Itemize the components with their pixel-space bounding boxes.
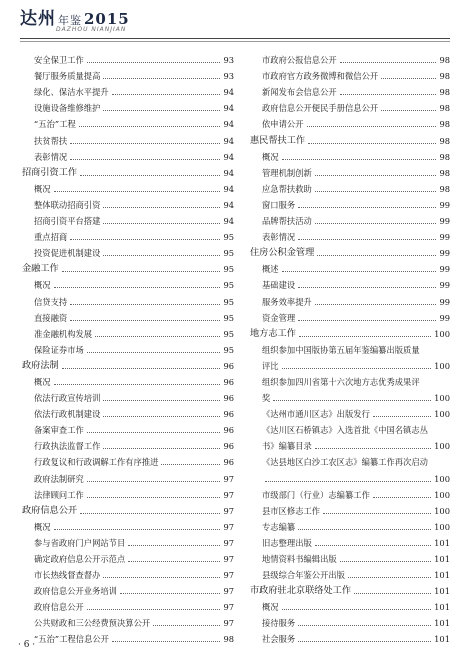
- toc-entry-page: 94: [223, 135, 234, 146]
- toc-entry[interactable]: [22, 323, 234, 339]
- toc-leader-dots: [153, 625, 220, 626]
- toc-entry[interactable]: [250, 371, 450, 387]
- toc-entry-title: 《达州市通川区志》出版发行: [262, 409, 370, 420]
- toc-entry[interactable]: [250, 49, 450, 65]
- toc-entry[interactable]: [22, 387, 234, 403]
- toc-entry[interactable]: [22, 339, 234, 355]
- toc-entry-page: 93: [223, 55, 234, 66]
- toc-entry-title: 公共财政和三公经费预决算公开: [34, 618, 151, 629]
- toc-entry-title: 政府法制: [22, 359, 59, 371]
- toc-entry-page: 98: [439, 103, 450, 114]
- toc-leader-dots: [381, 78, 436, 79]
- toc-entry[interactable]: [250, 451, 450, 467]
- toc-leader-dots: [80, 175, 220, 176]
- toc-entry[interactable]: [250, 355, 450, 371]
- toc-entry-title: 《达川区石桥镇志》入选首批《中国名镇志丛: [262, 425, 428, 436]
- toc-entry-page: 95: [223, 232, 234, 243]
- toc-entry-page: 99: [439, 232, 450, 243]
- toc-entry-title: 书》编纂目录: [262, 441, 312, 452]
- toc-entry-title: 专志编纂: [262, 521, 296, 532]
- toc-entry[interactable]: [250, 548, 450, 564]
- toc-entry-title: 县级综合年鉴公开出版: [262, 570, 345, 581]
- toc-entry-page: 96: [223, 360, 234, 371]
- toc-entry[interactable]: [250, 596, 450, 612]
- toc-entry-page: 95: [223, 248, 234, 259]
- toc-entry-title: 直接融资: [34, 312, 68, 323]
- toc-entry-page: 99: [439, 280, 450, 291]
- toc-leader-dots: [87, 497, 221, 498]
- toc-entry-title: 扶贫帮扶: [34, 135, 68, 146]
- toc-leader-dots: [273, 400, 431, 401]
- toc-entry-title: 基础建设: [262, 280, 296, 291]
- toc-leader-dots: [307, 126, 437, 127]
- toc-entry-title: 安全保卫工作: [34, 55, 84, 66]
- toc-entry[interactable]: [250, 532, 450, 548]
- toc-entry-title: “五治”工程: [34, 119, 76, 130]
- toc-entry-title: 地方志工作: [250, 327, 296, 339]
- toc-entry-title: 设施设备维修维护: [34, 103, 101, 114]
- toc-entry-title: 行政复议和行政调解工作有序推进: [34, 457, 159, 468]
- toc-entry-page: 97: [223, 602, 234, 613]
- header-rule-secondary: [20, 41, 450, 42]
- toc-entry-page: 100: [434, 441, 450, 452]
- toc-entry-page: 94: [223, 103, 234, 114]
- toc-leader-dots: [103, 110, 220, 111]
- toc-leader-dots: [87, 481, 221, 482]
- toc-leader-dots: [103, 78, 220, 79]
- toc-leader-dots: [298, 320, 436, 321]
- toc-section-entry[interactable]: [22, 355, 234, 371]
- toc-entry-title: 旧志整理出版: [262, 537, 312, 548]
- toc-leader-dots: [70, 159, 220, 160]
- page-number: · 6 ·: [18, 640, 36, 650]
- toc-entry-page: 93: [223, 71, 234, 82]
- toc-leader-dots: [298, 641, 431, 642]
- toc-leader-dots: [103, 448, 220, 449]
- toc-entry[interactable]: [22, 612, 234, 628]
- toc-entry[interactable]: [250, 612, 450, 628]
- toc-entry[interactable]: [250, 194, 450, 210]
- toc-entry-page: 99: [439, 264, 450, 275]
- toc-entry[interactable]: [250, 146, 450, 162]
- toc-entry-page: 98: [439, 71, 450, 82]
- toc-entry-title: 概况: [34, 280, 51, 291]
- toc-entry-page: 98: [439, 119, 450, 130]
- toc-entry-page: 99: [439, 312, 450, 323]
- toc-entry-page: 94: [223, 167, 234, 178]
- toc-leader-dots: [87, 609, 221, 610]
- yearbook-year: 2015: [84, 10, 130, 28]
- toc-entry-page: 101: [434, 570, 450, 581]
- toc-entry[interactable]: [22, 242, 234, 258]
- toc-entry-title: 服务效率提升: [262, 296, 312, 307]
- toc-leader-dots: [103, 207, 220, 208]
- toc-entry-page: 101: [434, 554, 450, 564]
- toc-leader-dots: [315, 223, 437, 224]
- toc-leader-dots: [54, 191, 221, 192]
- toc-leader-dots: [298, 529, 431, 530]
- toc-section-entry[interactable]: [250, 323, 450, 339]
- toc-entry[interactable]: [22, 307, 234, 323]
- toc-entry[interactable]: [22, 371, 234, 387]
- toc-entry-title: 餐厅服务质量提高: [34, 71, 101, 82]
- toc-leader-dots: [80, 513, 220, 514]
- toc-entry[interactable]: [250, 210, 450, 226]
- toc-leader-dots: [103, 400, 220, 401]
- toc-leader-dots: [54, 287, 221, 288]
- toc-entry-title: 依法行政宣传培训: [34, 393, 101, 404]
- toc-leader-dots: [62, 271, 221, 272]
- toc-entry-title: 市政府驻北京联络处工作: [250, 585, 352, 597]
- toc-entry-page: 97: [223, 521, 234, 532]
- toc-leader-dots: [70, 239, 220, 240]
- toc-leader-dots: [298, 287, 436, 288]
- toc-entry-page: 95: [223, 280, 234, 291]
- toc-entry-title: 概况: [34, 183, 51, 194]
- toc-entry-page: 99: [439, 248, 450, 259]
- toc-entry[interactable]: [22, 484, 234, 500]
- toc-leader-dots: [315, 175, 437, 176]
- toc-leader-dots: [128, 545, 220, 546]
- toc-entry[interactable]: [22, 290, 234, 306]
- toc-entry[interactable]: [22, 226, 234, 242]
- yearbook-subtitle: DAZHOU NIANJIAN: [56, 26, 127, 33]
- toc-leader-dots: [348, 577, 431, 578]
- toc-entry[interactable]: [250, 162, 450, 178]
- toc-entry-title: 表彰情况: [34, 151, 68, 162]
- toc-entry[interactable]: [250, 65, 450, 81]
- toc-entry[interactable]: [250, 226, 450, 242]
- toc-entry-title: 县市区修志工作: [262, 505, 321, 516]
- toc-entry-title: 应急帮扶救助: [262, 183, 312, 194]
- toc-entry-title: 管理机制创新: [262, 167, 312, 178]
- toc-entry[interactable]: [250, 403, 450, 419]
- toc-entry-title: 奖: [262, 393, 271, 404]
- toc-section-entry[interactable]: [22, 162, 234, 178]
- toc-entry[interactable]: [250, 564, 450, 580]
- toc-entry-page: 101: [434, 602, 450, 613]
- toc-entry[interactable]: [22, 532, 234, 548]
- toc-entry-page: 95: [223, 328, 234, 339]
- toc-section-entry[interactable]: [250, 580, 450, 596]
- toc-entry[interactable]: [250, 339, 450, 355]
- toc-entry-title: 保险证券市场: [34, 344, 84, 355]
- toc-entry-page: 100: [434, 473, 450, 484]
- toc-entry-page: 99: [439, 199, 450, 210]
- toc-leader-dots: [298, 625, 431, 626]
- toc-entry-title: 政府信息公开: [22, 504, 78, 516]
- toc-leader-dots: [112, 641, 220, 642]
- toc-entry-page: 97: [223, 537, 234, 548]
- toc-leader-dots: [315, 545, 431, 546]
- toc-entry-title: 政府法制研究: [34, 473, 84, 484]
- toc-section-entry[interactable]: [22, 500, 234, 516]
- toc-entry-title: 绿化、保洁水平提升: [34, 87, 109, 98]
- toc-leader-dots: [87, 352, 221, 353]
- toc-entry[interactable]: [22, 403, 234, 419]
- toc-entry-page: 97: [223, 473, 234, 484]
- toc-entry[interactable]: [250, 258, 450, 274]
- toc-entry-title: 概述: [262, 264, 279, 275]
- toc-entry[interactable]: [250, 97, 450, 113]
- toc-leader-dots: [354, 593, 431, 594]
- toc-entry-title: 表彰情况: [262, 232, 296, 243]
- toc-entry-page: 97: [223, 554, 234, 564]
- toc-entry-title: 市政府官方政务微博和微信公开: [262, 71, 379, 82]
- toc-entry-title: 政府信息公开: [34, 602, 84, 613]
- toc-entry-page: 98: [223, 634, 234, 645]
- toc-entry[interactable]: [250, 484, 450, 500]
- yearbook-title-small: 年鉴: [58, 14, 82, 27]
- toc-entry[interactable]: [250, 178, 450, 194]
- toc-entry-title: 备案审查工作: [34, 425, 84, 436]
- toc-entry-title: 接待服务: [262, 618, 296, 629]
- yearbook-title-main: 达州: [20, 9, 56, 29]
- toc-entry-page: 101: [434, 618, 450, 629]
- toc-leader-dots: [282, 271, 437, 272]
- toc-entry-page: 101: [434, 537, 450, 548]
- toc-leader-dots: [317, 255, 436, 256]
- toc-leader-dots: [282, 368, 432, 369]
- toc-entry[interactable]: [22, 564, 234, 580]
- toc-entry[interactable]: [22, 81, 234, 97]
- toc-entry[interactable]: [250, 274, 450, 290]
- toc-right-column: [250, 49, 450, 644]
- toc-entry-page: 94: [223, 199, 234, 210]
- toc-entry-title: 概况: [34, 376, 51, 387]
- toc-entry[interactable]: [22, 274, 234, 290]
- toc-leader-dots: [120, 593, 220, 594]
- toc-entry[interactable]: [22, 435, 234, 451]
- toc-entry-page: 98: [439, 55, 450, 66]
- toc-entry-title: 组织参加中国版协第五届年鉴编纂出版质量: [262, 344, 420, 355]
- toc-entry-page: 96: [223, 441, 234, 452]
- toc-entry-page: 97: [223, 618, 234, 629]
- toc-entry-page: 97: [223, 570, 234, 581]
- toc-entry-page: 100: [434, 409, 450, 420]
- toc-entry[interactable]: [250, 516, 450, 532]
- toc-leader-dots: [70, 143, 220, 144]
- toc-leader-dots: [265, 481, 431, 482]
- toc-leader-dots: [103, 577, 220, 578]
- toc-entry-page: 100: [434, 521, 450, 532]
- toc-leader-dots: [315, 191, 437, 192]
- toc-leader-dots: [308, 143, 436, 144]
- toc-entry-page: 98: [439, 87, 450, 98]
- toc-entry-page: 94: [223, 151, 234, 162]
- toc-entry-title: 信贷支持: [34, 296, 68, 307]
- toc-entry-page: 96: [223, 376, 234, 387]
- toc-entry-page: 101: [434, 634, 450, 645]
- toc-entry[interactable]: [22, 210, 234, 226]
- toc-entry[interactable]: [22, 194, 234, 210]
- toc-entry-page: 96: [223, 457, 234, 468]
- toc-leader-dots: [54, 384, 221, 385]
- toc-entry[interactable]: [250, 307, 450, 323]
- toc-entry-title: 法律顾问工作: [34, 489, 84, 500]
- toc-entry[interactable]: [22, 419, 234, 435]
- toc-leader-dots: [298, 207, 436, 208]
- toc-entry-title: “五治”工程信息公开: [34, 634, 109, 645]
- toc-section-entry[interactable]: [250, 129, 450, 145]
- toc-entry-title: 招商引资工作: [22, 166, 78, 178]
- toc-entry[interactable]: [250, 113, 450, 129]
- toc-entry[interactable]: [22, 580, 234, 596]
- toc-entry[interactable]: [22, 628, 234, 644]
- header-rule: [20, 38, 450, 39]
- toc-leader-dots: [299, 336, 431, 337]
- toc-entry-title: 惠民帮扶工作: [250, 134, 306, 146]
- toc-entry-title: 组织参加四川省第十六次地方志优秀成果评: [262, 376, 420, 387]
- toc-entry-title: 住房公积金管理: [250, 247, 315, 259]
- toc-entry-title: 依申请公开: [262, 119, 304, 130]
- toc-entry-title: 依法行政机制建设: [34, 409, 101, 420]
- toc-entry-page: 96: [223, 425, 234, 436]
- toc-entry-page: 100: [434, 489, 450, 500]
- toc-entry[interactable]: [250, 81, 450, 97]
- toc-entry-title: 准金融机构发展: [34, 328, 93, 339]
- toc-entry-title: 资金管理: [262, 312, 296, 323]
- toc-entry[interactable]: [250, 419, 450, 435]
- toc-entry-page: 99: [439, 216, 450, 227]
- toc-leader-dots: [79, 126, 221, 127]
- toc-entry[interactable]: [22, 516, 234, 532]
- toc-entry-page: 98: [439, 183, 450, 194]
- toc-entry-title: 政府信息公开便民手册信息公开: [262, 103, 379, 114]
- toc-entry-page: 96: [223, 393, 234, 404]
- toc-entry-page: 95: [223, 312, 234, 323]
- toc-entry-page: 97: [223, 489, 234, 500]
- toc-entry-title: 窗口服务: [262, 199, 296, 210]
- toc-entry-title: 金融工作: [22, 263, 59, 275]
- toc-entry-title: 《达县地区白沙工农区志》编纂工作再次启动: [262, 457, 428, 468]
- toc-entry[interactable]: [22, 596, 234, 612]
- toc-leader-dots: [103, 223, 220, 224]
- toc-entry-title: 地情资料书编辑出版: [262, 554, 337, 564]
- toc-left-column: [22, 49, 234, 644]
- toc-leader-dots: [373, 497, 431, 498]
- toc-entry-title: 概况: [34, 521, 51, 532]
- toc-entry[interactable]: [250, 467, 450, 483]
- toc-entry[interactable]: [250, 500, 450, 516]
- toc-leader-dots: [128, 561, 220, 562]
- toc-leader-dots: [282, 609, 432, 610]
- toc-entry-page: 95: [223, 344, 234, 355]
- toc-entry-page: 94: [223, 183, 234, 194]
- toc-entry[interactable]: [250, 435, 450, 451]
- toc-entry-page: 94: [223, 216, 234, 227]
- toc-entry[interactable]: [22, 467, 234, 483]
- toc-entry[interactable]: [22, 113, 234, 129]
- toc-entry[interactable]: [250, 387, 450, 403]
- toc-entry-page: 94: [223, 119, 234, 130]
- toc-leader-dots: [87, 62, 221, 63]
- toc-entry-page: 97: [223, 505, 234, 516]
- toc-entry-page: 100: [434, 360, 450, 371]
- toc-entry-page: 98: [439, 151, 450, 162]
- toc-entry-title: 重点招商: [34, 232, 68, 243]
- toc-entry-page: 97: [223, 586, 234, 597]
- toc-entry-title: 整体联动招商引资: [34, 199, 101, 210]
- toc-entry-title: 新闻发布会信息公开: [262, 87, 337, 98]
- toc-entry-page: 101: [434, 586, 450, 597]
- toc-entry[interactable]: [22, 146, 234, 162]
- toc-entry-page: 99: [439, 296, 450, 307]
- toc-entry-title: 市长热线督查督办: [34, 570, 101, 581]
- toc-leader-dots: [54, 529, 221, 530]
- toc-leader-dots: [70, 320, 220, 321]
- toc-entry-page: 95: [223, 264, 234, 275]
- toc-leader-dots: [103, 255, 220, 256]
- toc-leader-dots: [373, 416, 431, 417]
- toc-entry-title: 投资促进机制建设: [34, 248, 101, 259]
- toc-leader-dots: [112, 94, 221, 95]
- toc-entry-title: 确定政府信息公开示范点: [34, 554, 126, 564]
- toc-entry-page: 94: [223, 87, 234, 98]
- toc-entry-title: 概况: [262, 151, 279, 162]
- toc-entry-title: 评比: [262, 360, 279, 371]
- toc-entry[interactable]: [22, 65, 234, 81]
- page-header: [0, 0, 470, 44]
- toc-entry-page: 100: [434, 393, 450, 404]
- toc-leader-dots: [315, 304, 437, 305]
- toc-section-entry[interactable]: [250, 242, 450, 258]
- toc-leader-dots: [298, 239, 436, 240]
- toc-entry-page: 95: [223, 296, 234, 307]
- toc-entry-title: 品牌帮扶活动: [262, 216, 312, 227]
- toc-entry-title: 社会服务: [262, 634, 296, 645]
- toc-entry-page: 98: [439, 167, 450, 178]
- toc-entry-title: 招商引资平台搭建: [34, 216, 101, 227]
- toc-entry[interactable]: [22, 548, 234, 564]
- toc-leader-dots: [95, 336, 220, 337]
- toc-entry-title: 政府信息公开业务培训: [34, 586, 117, 597]
- toc-leader-dots: [323, 513, 431, 514]
- toc-entry[interactable]: [22, 129, 234, 145]
- toc-entry[interactable]: [250, 290, 450, 306]
- toc-leader-dots: [340, 561, 431, 562]
- toc-entry[interactable]: [22, 49, 234, 65]
- toc-entry-page: 100: [434, 328, 450, 339]
- toc-leader-dots: [315, 448, 431, 449]
- toc-entry-page: 96: [223, 409, 234, 420]
- toc-leader-dots: [340, 94, 437, 95]
- toc-leader-dots: [381, 110, 436, 111]
- toc-entry-page: 98: [439, 135, 450, 146]
- toc-entry-page: 100: [434, 505, 450, 516]
- toc-entry-title: 概况: [262, 602, 279, 613]
- toc-entry[interactable]: [22, 451, 234, 467]
- toc-leader-dots: [87, 432, 221, 433]
- toc-leader-dots: [340, 62, 437, 63]
- toc-entry-title: 参与省政府门户网站节目: [34, 537, 126, 548]
- toc-section-entry[interactable]: [22, 258, 234, 274]
- toc-leader-dots: [70, 304, 220, 305]
- toc-leader-dots: [161, 464, 220, 465]
- toc-leader-dots: [282, 159, 437, 160]
- toc-entry[interactable]: [22, 97, 234, 113]
- toc-entry-title: 市政府公报信息公开: [262, 55, 337, 66]
- toc-entry-title: 行政执法监督工作: [34, 441, 101, 452]
- toc-leader-dots: [103, 416, 220, 417]
- toc-leader-dots: [62, 368, 221, 369]
- toc-entry-title: 市级部门（行业）志编纂工作: [262, 489, 370, 500]
- toc-entry[interactable]: [250, 628, 450, 644]
- toc-entry[interactable]: [22, 178, 234, 194]
